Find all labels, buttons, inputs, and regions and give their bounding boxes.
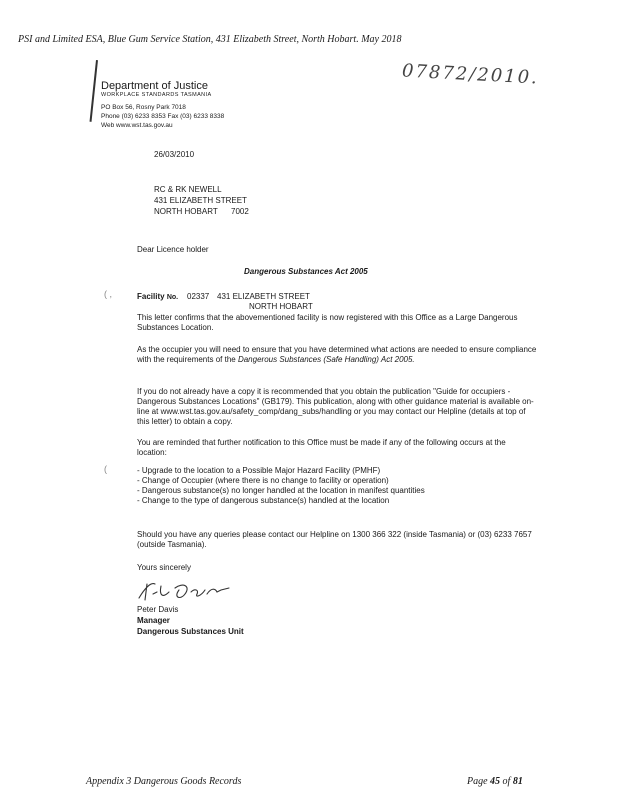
paragraph-registration: This letter confirms that the abovementioned facility is now registered with this Office as a Large Dangerous Substances Location. — [137, 313, 518, 332]
division-name: WORKPLACE STANDARDS TASMANIA — [101, 92, 212, 98]
closing: Yours sincerely — [137, 563, 191, 572]
margin-mark-2: ( — [104, 464, 107, 474]
recipient-postcode: 7002 — [231, 207, 249, 216]
paragraph-compliance: As the occupier you will need to ensure that you have determined what actions are needed to ensure compliance with the requirements of the Dangerous Substances (Safe Handling) Act 2005. — [137, 345, 537, 364]
margin-mark: ( , — [104, 289, 112, 299]
list-item: - Dangerous substance(s) no longer handled at the location in manifest quantities — [137, 486, 425, 496]
page-total: 81 — [512, 776, 523, 787]
facility-no-label: No. — [166, 294, 179, 301]
facility-number: 02337 — [187, 292, 210, 301]
recipient-address — [154, 184, 247, 217]
signature — [135, 578, 245, 604]
signer-unit: Dangerous Substances Unit — [137, 627, 244, 636]
phone-fax: Phone (03) 6233 8353 Fax (03) 6233 8338 — [101, 113, 225, 120]
po-box: PO Box 56, Rosny Park 7018 — [101, 104, 186, 111]
signer-title: Manager — [137, 616, 170, 625]
paragraph-notification: You are reminded that further notification to this Office must be made if any of the following occurs at the location: — [137, 438, 506, 457]
list-item: - Change to the type of dangerous substance(s) handled at the location — [137, 496, 425, 506]
list-item: - Upgrade to the location to a Possible Major Hazard Facility (PMHF) — [137, 466, 425, 476]
paragraph-publication: If you do not already have a copy it is recommended that you obtain the publication "Guide for occupiers - Dangerous Substances Locations" (GB179). This publication, along with other guidance material is available on-line at www.wst.tas.gov.au/safety_comp/dang_subs/handling or you may contact our Helpline (details at top of this letter) to obtain a copy. — [137, 387, 534, 426]
list-item: - Change of Occupier (where there is no change to facility or operation) — [137, 476, 425, 486]
footer-page-number: Page 45 of 81 — [467, 776, 523, 787]
facility-label: Facility No. — [137, 292, 179, 301]
handwritten-reference: 07872/2010. — [401, 60, 540, 89]
facility-address — [217, 292, 313, 312]
department-name: Department of Justice — [101, 80, 208, 92]
letterhead-bar — [90, 60, 98, 122]
paragraph-helpline: Should you have any queries please contact our Helpline on 1300 366 322 (inside Tasmania) or (03) 6233 7657 (outside Tasmania). — [137, 530, 532, 549]
signer-block — [137, 604, 244, 637]
salutation: Dear Licence holder — [137, 245, 209, 254]
notification-list — [137, 466, 425, 506]
letter-date: 26/03/2010 — [154, 150, 195, 159]
web-address: Web www.wst.tas.gov.au — [101, 122, 173, 129]
subject-line: Dangerous Substances Act 2005 — [244, 267, 368, 276]
recipient-name: RC & RK NEWELL — [154, 185, 222, 194]
signer-name: Peter Davis — [137, 605, 179, 614]
page-current: 45 — [490, 776, 501, 787]
act-reference: Dangerous Substances (Safe Handling) Act 2005. — [237, 355, 415, 364]
letterhead-contact — [101, 103, 224, 130]
facility-address-line1: 431 ELIZABETH STREET — [217, 292, 310, 301]
footer-appendix: Appendix 3 Dangerous Goods Records — [86, 776, 242, 787]
recipient-suburb: NORTH HOBART — [154, 207, 218, 216]
running-header: PSI and Limited ESA, Blue Gum Service Station, 431 Elizabeth Street, North Hobart. May 2018 — [18, 34, 402, 45]
facility-address-line2: NORTH HOBART — [249, 302, 313, 311]
recipient-street: 431 ELIZABETH STREET — [154, 196, 247, 205]
